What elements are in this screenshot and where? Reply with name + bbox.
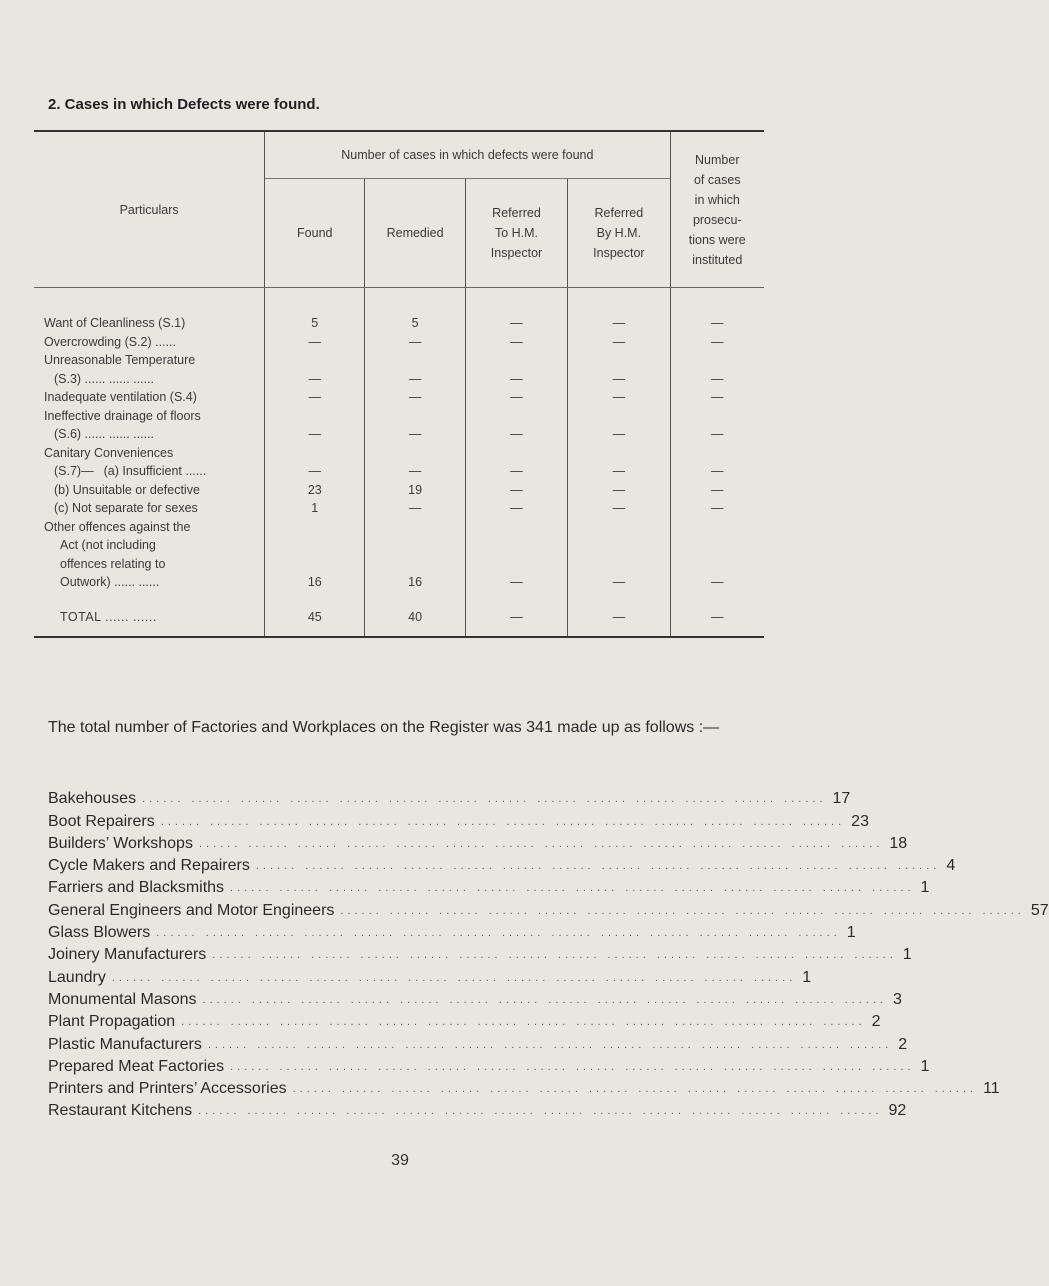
register-count: 1 xyxy=(902,946,912,964)
row-value: — xyxy=(465,499,567,518)
register-name: Laundry xyxy=(48,968,106,986)
register-list xyxy=(48,786,1049,1120)
row-value: — xyxy=(465,481,567,500)
dot-leader: ...... ...... ...... ...... ...... ...... ...... ...... ...... ...... ...... ...... ...... ...... xyxy=(198,837,884,850)
register-name: Builders’ Workshops xyxy=(48,834,193,852)
row-value: 19 xyxy=(365,481,465,500)
register-count: 57 xyxy=(1030,901,1049,919)
register-row xyxy=(48,853,956,875)
dot-leader: ...... ...... ...... ...... ...... ...... ...... ...... ...... ...... ...... ...... ...... ...... xyxy=(142,793,827,806)
row-value: — xyxy=(265,388,365,407)
row-value: — xyxy=(365,333,465,352)
row-value: — xyxy=(568,481,670,500)
register-count: 17 xyxy=(832,790,851,808)
header-prosecutions-line: instituted xyxy=(692,252,743,267)
row-label-line: Canitary Conveniences xyxy=(44,445,174,460)
row-label-line: (S.6) ...... ...... ...... xyxy=(54,427,155,441)
row-value: — xyxy=(568,333,670,352)
row-value: — xyxy=(265,333,365,352)
row-value: — xyxy=(711,390,724,404)
row-label-line: (S.7)— xyxy=(54,464,94,478)
register-row xyxy=(48,1098,907,1120)
row-value: — xyxy=(465,288,567,333)
row-value: — xyxy=(465,407,567,444)
row-label-line: Outwork) ...... ...... xyxy=(60,575,160,589)
row-value: 40 xyxy=(365,592,465,638)
dot-leader: ...... ...... ...... ...... ...... ...... ...... ...... ...... ...... ...... ...... ...... ...... xyxy=(230,882,915,895)
row-label xyxy=(34,351,265,388)
register-name: Bakehouses xyxy=(48,790,137,808)
row-value: 23 xyxy=(265,481,365,500)
header-particulars: Particulars xyxy=(34,131,265,288)
table-row xyxy=(34,333,764,352)
row-label xyxy=(34,288,265,333)
dot-leader: ...... ...... ...... ...... ...... ...... ...... ...... ...... ...... ...... ...... ...... ...... xyxy=(160,815,846,828)
table-row xyxy=(34,388,764,407)
row-value: 5 xyxy=(365,288,465,333)
row-label-line: Other offences against the xyxy=(44,519,191,534)
dot-leader: ...... ...... ...... ...... ...... ...... ...... ...... ...... ...... ...... ...... ...... ...... xyxy=(202,993,887,1006)
register-count: 11 xyxy=(983,1080,1000,1098)
register-intro: The total number of Factories and Workplaces on the Register was 341 made up as follows :— xyxy=(48,719,720,736)
dot-leader: ...... ...... ...... ...... ...... ...... ...... ...... ...... ...... ...... ...... ...... ...... xyxy=(340,904,1025,917)
register-name: Cycle Makers and Repairers xyxy=(48,857,250,875)
row-value: 5 xyxy=(265,288,365,333)
row-value: — xyxy=(365,499,465,518)
register-row xyxy=(48,1076,1000,1098)
register-row xyxy=(48,964,812,986)
header-prosecutions-line: of cases xyxy=(693,172,741,187)
row-value: — xyxy=(465,388,567,407)
row-label-line: (a) Insufficient ...... xyxy=(103,464,207,478)
row-value: 1 xyxy=(265,499,365,518)
table-row xyxy=(34,288,764,333)
register-name: Printers and Printers’ Accessories xyxy=(48,1080,287,1098)
row-value: 16 xyxy=(265,518,365,592)
row-value: — xyxy=(568,592,670,638)
dot-leader: ...... ...... ...... ...... ...... ...... ...... ...... ...... ...... ...... ...... ...... ...... xyxy=(230,1060,915,1073)
register-name: Glass Blowers xyxy=(48,924,151,942)
register-row xyxy=(48,1054,930,1076)
header-referred-to-line: To H.M. xyxy=(494,226,539,240)
row-value: — xyxy=(465,444,567,481)
row-value: — xyxy=(711,501,724,515)
register-name: Monumental Masons xyxy=(48,990,197,1008)
page-number: 39 xyxy=(391,1152,409,1169)
header-referred-by-line: Inspector xyxy=(593,246,645,260)
row-label-line: Act (not including xyxy=(60,538,156,552)
register-count: 1 xyxy=(920,1057,930,1075)
row-value: — xyxy=(670,592,764,638)
register-row xyxy=(48,875,930,897)
row-value: — xyxy=(711,482,724,497)
register-name: Plastic Manufacturers xyxy=(48,1035,202,1053)
row-label-line: Overcrowding (S.2) ...... xyxy=(44,334,176,349)
row-value: — xyxy=(265,444,365,481)
table-row xyxy=(34,481,764,500)
dot-leader: ...... ...... ...... ...... ...... ...... ...... ...... ...... ...... ...... ...... ...... ...... xyxy=(292,1083,978,1096)
table-row xyxy=(34,444,764,481)
row-value: — xyxy=(711,371,724,386)
row-value: — xyxy=(568,499,670,518)
row-label-line: Ineffective drainage of floors xyxy=(44,408,201,423)
row-value: — xyxy=(568,388,670,407)
row-value: — xyxy=(365,444,465,481)
header-remedied: Remedied xyxy=(365,179,465,288)
header-prosecutions xyxy=(670,131,764,288)
defects-table xyxy=(34,130,764,638)
table-row xyxy=(34,407,764,444)
register-row xyxy=(48,808,869,830)
register-row xyxy=(48,1031,908,1053)
dot-leader: ...... ...... ...... ...... ...... ...... ...... ...... ...... ...... ...... ...... ...... ...... xyxy=(255,860,941,873)
header-prosecutions-line: Number xyxy=(695,152,740,167)
header-referred-to xyxy=(465,179,567,288)
row-label xyxy=(34,333,265,352)
row-value: 16 xyxy=(365,518,465,592)
section-heading: 2. Cases in which Defects were found. xyxy=(48,96,320,113)
register-name: Plant Propagation xyxy=(48,1013,176,1031)
dot-leader: ...... ...... ...... ...... ...... ...... ...... ...... ...... ...... ...... ...... ...... ...... xyxy=(198,1105,883,1118)
row-value: — xyxy=(568,288,670,333)
dot-leader: ...... ...... ...... ...... ...... ...... ...... ...... ...... ...... ...... ...... ...... ...... xyxy=(111,971,797,984)
row-label xyxy=(34,499,265,518)
row-value: — xyxy=(568,444,670,481)
row-label-line: Want of Cleanliness (S.1) xyxy=(44,316,186,330)
header-prosecutions-line: prosecu- xyxy=(692,212,742,227)
row-label xyxy=(34,407,265,444)
row-label xyxy=(34,388,265,407)
row-value: — xyxy=(365,407,465,444)
register-row xyxy=(48,897,1049,919)
row-label xyxy=(34,481,265,500)
row-label-line: (c) Not separate for sexes xyxy=(54,501,198,515)
row-value: — xyxy=(711,464,724,478)
row-value: — xyxy=(711,334,724,349)
dot-leader: ...... ...... ...... ...... ...... ...... ...... ...... ...... ...... ...... ...... ...... ...... xyxy=(156,927,841,940)
row-value: 45 xyxy=(265,592,365,638)
header-referred-by-line: By H.M. xyxy=(596,226,642,240)
row-value: — xyxy=(465,518,567,592)
register-name: General Engineers and Motor Engineers xyxy=(48,901,335,919)
row-label xyxy=(34,518,265,592)
total-row xyxy=(34,592,764,638)
register-row xyxy=(48,987,902,1009)
header-referred-by xyxy=(568,179,670,288)
row-value: — xyxy=(265,407,365,444)
register-row xyxy=(48,786,851,808)
register-name: Boot Repairers xyxy=(48,812,155,830)
dot-leader: ...... ...... ...... ...... ...... ...... ...... ...... ...... ...... ...... ...... ...... ...... xyxy=(212,949,897,962)
row-value: — xyxy=(568,407,670,444)
register-count: 18 xyxy=(889,834,908,852)
header-cases-group: Number of cases in which defects were found xyxy=(265,131,670,179)
register-count: 3 xyxy=(892,990,902,1008)
defects-table-body xyxy=(34,288,764,638)
row-label-line: offences relating to xyxy=(60,556,166,571)
register-count: 2 xyxy=(871,1013,881,1031)
register-name: Prepared Meat Factories xyxy=(48,1057,225,1075)
table-row xyxy=(34,518,764,592)
header-referred-by-line: Referred xyxy=(594,206,644,220)
row-label-line: (S.3) ...... ...... ...... xyxy=(54,371,155,386)
row-label xyxy=(34,444,265,481)
row-value: — xyxy=(568,518,670,592)
row-value: — xyxy=(465,333,567,352)
header-referred-to-line: Referred xyxy=(492,206,541,220)
row-value: — xyxy=(365,351,465,388)
row-value: — xyxy=(265,351,365,388)
row-label-line: Inadequate ventilation (S.4) xyxy=(44,390,197,404)
register-name: Farriers and Blacksmiths xyxy=(48,879,225,897)
row-label: TOTAL ...... ...... xyxy=(34,592,265,638)
dot-leader: ...... ...... ...... ...... ...... ...... ...... ...... ...... ...... ...... ...... ...... ...... xyxy=(207,1038,893,1051)
register-row xyxy=(48,1009,881,1031)
dot-leader: ...... ...... ...... ...... ...... ...... ...... ...... ...... ...... ...... ...... ...... ...... xyxy=(181,1016,866,1029)
table-row xyxy=(34,499,764,518)
header-found: Found xyxy=(265,179,365,288)
row-value: — xyxy=(711,316,724,330)
table-row xyxy=(34,351,764,388)
register-count: 1 xyxy=(846,924,856,942)
row-label-line: Unreasonable Temperature xyxy=(44,353,196,367)
row-label-line: (b) Unsuitable or defective xyxy=(54,482,200,497)
register-count: 92 xyxy=(888,1102,907,1120)
register-row xyxy=(48,920,856,942)
register-name: Restaurant Kitchens xyxy=(48,1102,193,1120)
row-value: — xyxy=(465,592,567,638)
row-value: — xyxy=(711,575,724,589)
header-prosecutions-line: tions were xyxy=(688,232,746,247)
register-count: 2 xyxy=(898,1035,908,1053)
register-count: 1 xyxy=(802,968,812,986)
row-value: — xyxy=(365,388,465,407)
header-prosecutions-line: in which xyxy=(694,192,740,207)
register-count: 1 xyxy=(920,879,930,897)
register-row xyxy=(48,831,908,853)
row-value: — xyxy=(465,351,567,388)
header-referred-to-line: Inspector xyxy=(490,246,543,260)
register-count: 23 xyxy=(851,812,869,830)
row-value: — xyxy=(711,427,724,441)
register-name: Joinery Manufacturers xyxy=(48,946,207,964)
register-count: 4 xyxy=(946,857,956,875)
register-row xyxy=(48,942,912,964)
row-value: — xyxy=(568,351,670,388)
